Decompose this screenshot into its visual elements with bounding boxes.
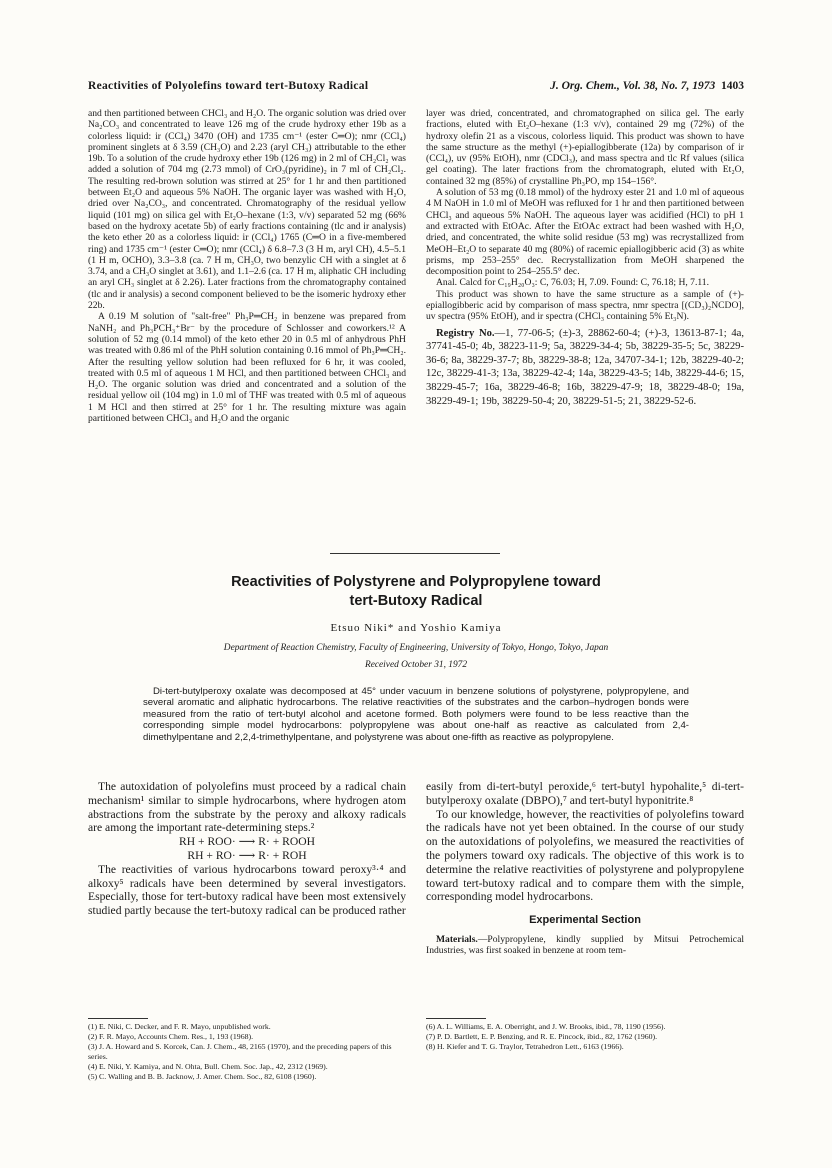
page-number: 1403	[721, 80, 744, 92]
body-paragraph: The reactivities of various hydrocarbons toward peroxy³·⁴ and alkoxy⁵ radicals have been determined by several investigators. Especially, those for tert-butoxy radical have been most extensively studied partly because the tert-butoxy radical can be produced rather	[88, 862, 406, 918]
footnote: (5) C. Walling and B. B. Jacknow, J. Amer. Chem. Soc., 82, 6108 (1960).	[88, 1072, 317, 1081]
running-head	[88, 80, 744, 96]
article-received-date: Received October 31, 1972	[364, 660, 468, 670]
body-paragraph: easily from di-tert-butyl peroxide,⁶ tert-butyl hypohalite,⁵ di-tert-butylperoxy oxalate (DBPO),⁷ and tert-butyl hyponitrite.⁸	[426, 780, 744, 807]
footnote: (4) E. Niki, Y. Kamiya, and N. Ohta, Bull. Chem. Soc. Jap., 42, 2312 (1969).	[88, 1062, 328, 1071]
footnote: (2) F. R. Mayo, Accounts Chem. Res., 1, 193 (1968).	[88, 1032, 254, 1041]
materials-label: Materials.	[436, 933, 478, 945]
section-heading: Experimental Section	[529, 914, 641, 927]
article-affiliation: Department of Reaction Chemistry, Faculty of Engineering, University of Tokyo, Hongo, Tokyo, Japan	[223, 643, 609, 653]
footnotes-left	[88, 1022, 406, 1082]
equation-alkoxy: RH + RO· ⟶ R· + ROH	[187, 848, 307, 862]
body-paragraph: To our knowledge, however, the reactivities of polyolefins toward the radicals have not yet been obtained. In the course of our study on the autoxidations of polyolefins, we measured the reactivities of the polymers toward oxy radicals. The objective of this work is to determine the relative reactivities of polystyrene and polypropylene toward tert-butoxy radical and to compare them with the simple, corresponding model hydrocarbons.	[426, 807, 744, 904]
registry-numbers	[426, 327, 744, 409]
footnote-rule	[88, 1018, 148, 1019]
article-title-line-1: Reactivities of Polystyrene and Polypropylene toward	[231, 574, 601, 590]
prev-paragraph: This product was shown to have the same structure as a sample of (+)-epiallogibberic acid by comparison of mass spectra, nmr spectra [(CD₃)₂NCDO], uv spectra (95% EtOH), and ir spectra (CHCl₃ containing 5% Et₃N).	[426, 288, 744, 323]
footnote-rule	[426, 1018, 486, 1019]
footnote: (7) P. D. Bartlett, E. P. Benzing, and R. E. Pincock, ibid., 82, 1762 (1960).	[426, 1032, 658, 1041]
article-abstract: Di-tert-butylperoxy oxalate was decomposed at 45° under vacuum in benzene solutions of polystyrene, polypropylene, and several aromatic and aliphatic hydrocarbons. The relative reactivities of the substrates and the carbon–hydrogen bonds were measured from the ratio of tert-butyl alcohol and acetone formed. Both polymers were found to be less reactive than the corresponding simple model hydrocarbons: polypropylene was about one-half as reactive as calculated from 2,4-dimethylpentane and 2,2,4-trimethylpentane, and polystyrene was about one-fifth as reactive as polypropylene.	[143, 686, 689, 743]
footnote: (6) A. L. Williams, E. A. Oberright, and J. W. Brooks, ibid., 78, 1190 (1956).	[426, 1022, 666, 1031]
article-title	[88, 573, 744, 611]
article-right-column	[426, 780, 744, 957]
footnote: (1) E. Niki, C. Decker, and F. R. Mayo, unpublished work.	[88, 1022, 271, 1031]
registry-text: —1, 77-06-5; (±)-3, 28862-60-4; (+)-3, 13613-87-1; 4a, 37741-45-0; 4b, 38223-11-9; 5a, 38229-34-4; 5b, 38229-35-5; 5c, 38229-36-6; 8a, 38229-37-7; 8b, 38229-38-8; 12a, 34707-34-1; 12b, 38229-40-2; 12c, 38229-41-3; 13a, 38229-42-4; 14a, 38229-43-5; 14b, 38229-44-6; 15, 38229-45-7; 16a, 38229-46-8; 16b, 38229-47-9; 18, 38229-48-0; 19a, 38229-49-1; 19b, 38229-50-4; 20, 38229-51-5; 21, 38229-52-6.	[426, 327, 744, 407]
article-title-line-2: tert-Butoxy Radical	[349, 593, 483, 609]
running-head-title: Reactivities of Polyolefins toward tert-Butoxy Radical	[88, 80, 369, 92]
journal-citation: J. Org. Chem., Vol. 38, No. 7, 1973	[550, 80, 716, 92]
running-head-journal	[550, 80, 744, 92]
registry-label: Registry No.	[436, 327, 495, 339]
previous-article-left-column	[88, 108, 406, 424]
article-divider	[330, 553, 500, 554]
equation-peroxy: RH + ROO· ⟶ R· + ROOH	[179, 835, 315, 849]
materials-paragraph	[426, 934, 744, 957]
prev-paragraph-anal: Anal. Calcd for C₁₉H₂₀O₃: C, 76.03; H, 7.09. Found: C, 76.18; H, 7.11.	[436, 277, 709, 289]
prev-paragraph: and then partitioned between CHCl₃ and H₂O. The organic solution was dried over Na₂CO₃ and concentrated to leave 126 mg of the crude hydroxy ether 19b as a colorless liquid: ir (CCl₄) 3470 (OH) and 1735 cm⁻¹ (ester C═O); nmr (CCl₄) prominent singlets at δ 3.59 (CH₃O) and 2.23 (aryl CH₃) attributable to the ether 19b. To a solution of the crude hydroxy ether 19b (126 mg) in 2 ml of CH₂Cl₂ was added a solution of 704 mg (2.73 mmol) of CrO₃(pyridine)₂ in 7 ml of CH₂Cl₂. The resulting red-brown solution was stirred at 25° for 1 hr and then partitioned between Et₂O and aqueous 5% NaOH. The organic layer was washed with H₂O, dried over Na₂CO₃, and concentrated. Chromatography of the residual yellow liquid (101 mg) on silica gel with Et₂O–hexane (1:3, v/v) separated 52 mg (66% based on the hydroxy acetate 5b) of early fractions containing (tlc and ir analysis) the keto ether 20 as a colorless liquid: ir (CCl₄) 1765 (C═O in a five-membered ring) and 1735 cm⁻¹ (ester C═O); nmr (CCl₄) δ 6.8–7.3 (3 H m, aryl CH), 4.5–5.1 (1 H m, OCHO), 3.3–3.8 (ca. 7 H m, CH₃O, two benzylic CH with a singlet at δ 3.74, and a CH₃O singlet at 3.61), and 1.1–2.6 (ca. 17 H m, aliphatic CH including an aryl CH₃ singlet at δ 2.26). Later fractions from the chromatography contained (tlc and ir analysis) a second component believed to be the isomeric hydroxy ether 22b.	[88, 108, 406, 312]
article-authors: Etsuo Niki* and Yoshio Kamiya	[330, 622, 502, 634]
footnote: (8) H. Kiefer and T. G. Traylor, Tetrahedron Lett., 6163 (1966).	[426, 1042, 624, 1051]
materials-text: —Polypropylene, kindly supplied by Mitsui Petrochemical Industries, was first soaked in benzene at room tem-	[426, 933, 744, 957]
footnotes-right	[426, 1022, 744, 1052]
previous-article-right-column	[426, 108, 744, 408]
prev-paragraph: A 0.19 M solution of "salt-free" Ph₃P═CH₂ in benzene was prepared from NaNH₂ and Ph₃PCH₃⁺Br⁻ by the procedure of Schlosser and coworkers.¹² A solution of 52 mg (0.14 mmol) of the keto ether 20 in 0.5 ml of anhydrous PhH was treated with 0.86 ml of the PhH solution containing 0.16 mmol of Ph₃P═CH₂. After the resulting yellow solution had been refluxed for 6 hr, it was cooled, treated with 0.5 ml of aqueous 1 M HCl, and then partitioned between CHCl₃ and H₂O. The organic solution was dried and concentrated and a solution of the residual yellow oil (104 mg) in 1.0 ml of THF was treated with 0.5 ml of aqueous 1 M HCl and then stirred at 25° for 1 hr. The resulting mixture was again partitioned between CHCl₃ and H₂O and the organic	[88, 311, 406, 425]
prev-paragraph: A solution of 53 mg (0.18 mmol) of the hydroxy ester 21 and 1.0 ml of aqueous 4 M NaOH in 1.0 ml of MeOH was refluxed for 1 hr and then partitioned between CHCl₃ and aqueous 5% NaOH. The aqueous layer was acidified (HCl) to pH 1 and extracted with EtOAc. After the EtOAc extract had been washed with H₂O, dried, and concentrated, the white solid residue (53 mg) was recrystallized from MeOH–Et₂O to separate 40 mg (80%) of racemic epiallogibberic acid (3) as white prisms, mp 253–255° dec. Recrystallization from MeOH sharpened the decomposition point to 254–255.5° dec.	[426, 187, 744, 278]
footnote: (3) J. A. Howard and S. Korcek, Can. J. Chem., 48, 2165 (1970), and the preceding papers of this series.	[88, 1042, 392, 1061]
prev-paragraph: layer was dried, concentrated, and chromatographed on silica gel. The early fractions, eluted with Et₂O–hexane (1:3 v/v), contained 29 mg (72%) of the hydroxy olefin 21 as a viscous, colorless liquid. This product was shown to have the same structure as the methyl (+)-epiallogibberate (12a) by comparison of ir (CCl₄), uv (95% EtOH), nmr (CDCl₃), and mass spectra and tlc Rf values (silica gel coating). The later fractions from the chromatograph, eluted with Et₂O, contained 32 mg (85%) of crystalline Ph₃PO, mp 154–156°.	[426, 108, 744, 187]
article-left-column	[88, 780, 406, 918]
body-paragraph: The autoxidation of polyolefins must proceed by a radical chain mechanism¹ similar to simple hydrocarbons, where hydrogen atom abstractions from the substrate by the peroxy and alkoxy radicals are among the important rate-determining steps.²	[88, 780, 406, 835]
